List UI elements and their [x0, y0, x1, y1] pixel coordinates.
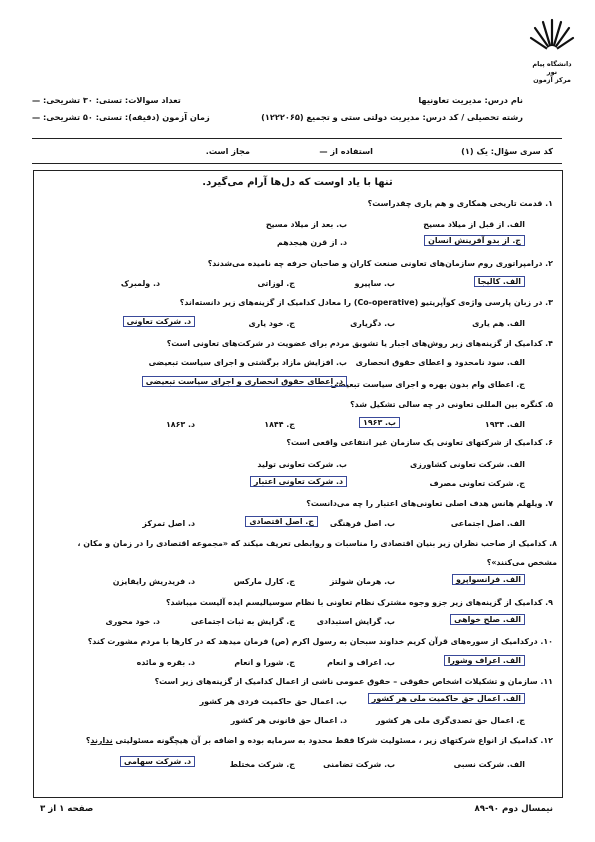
q5-option-b[interactable]: ب. ۱۹۶۳: [359, 417, 400, 428]
question-6: ۶. کدامیک از شرکتهای تعاونی یک سازمان غیر انتفاعی واقعی است؟: [286, 438, 553, 447]
q2-option-b[interactable]: ب. ساپیرو: [354, 279, 395, 288]
q6-option-c[interactable]: ج. شرکت تعاونی مصرف: [429, 479, 525, 488]
q2-option-d[interactable]: د. ولمبرک: [120, 279, 160, 288]
question-7: ۷. ویلهلم هانس هدف اصلی تعاونی‌های اعتبار را چه می‌دانست؟: [306, 499, 553, 508]
question-12-underlined: ندارند: [90, 736, 113, 745]
question-10: ۱۰. درکدامیک از سوره‌های قرآن کریم خداوند سبحان به رسول اکرم (ص) فرمان میدهد که در کارها با مردم مشورت کند؟: [87, 637, 553, 646]
q6-option-a[interactable]: الف. شرکت تعاونی کشاورزی: [410, 460, 525, 469]
q11-option-b[interactable]: ب. اعمال حق حاکمیت فردی هر کشور: [199, 697, 347, 706]
question-8-cont: مشخص می‌کنند»؟: [486, 558, 557, 567]
q8-option-a[interactable]: الف. فرانسواپرو: [452, 574, 525, 585]
q10-option-b[interactable]: ب. اعراف و انعام: [327, 658, 395, 667]
q7-option-a[interactable]: الف. اصل اجتماعی: [450, 519, 525, 528]
q4-option-c[interactable]: ج. اعطای وام بدون بهره و اجرای سیاست تبعیضی: [330, 380, 525, 389]
q9-option-c[interactable]: ج. گرایش به ثبات اجتماعی: [190, 617, 295, 626]
question-count: تعداد سوالات: تستی: ۳۰ تشریحی: —: [32, 95, 181, 105]
q5-option-d[interactable]: د. ۱۸۶۳: [165, 420, 195, 429]
q3-option-d[interactable]: د. شرکت تعاونی: [123, 316, 195, 327]
q12-option-b[interactable]: ب. شرکت تضامنی: [323, 760, 395, 769]
q1-option-c[interactable]: ج. از بدو آفرینش انسان: [424, 235, 525, 246]
q11-option-d[interactable]: د. اعمال حق قانونی هر کشور: [230, 716, 347, 725]
q10-option-d[interactable]: د. بقره و مائده: [136, 658, 195, 667]
q3-option-c[interactable]: ج. خود یاری: [248, 319, 295, 328]
q1-option-b[interactable]: ب. بعد از میلاد مسیح: [265, 220, 347, 229]
question-series: کد سری سؤال: یک (۱): [461, 146, 553, 156]
q5-option-a[interactable]: الف. ۱۹۳۴: [484, 420, 525, 429]
q10-option-a[interactable]: الف. اعراف وشورا: [444, 655, 525, 666]
field-course-code: رشته تحصیلی / کد درس: مدیریت دولتی ستی و تجمیع (۱۲۲۲۰۶۵): [261, 112, 523, 122]
question-5: ۵. کنگره بین المللی تعاونی در چه سالی تشکیل شد؟: [350, 400, 553, 409]
q12-option-d[interactable]: د. شرکت سهامی: [120, 756, 195, 767]
q7-option-c[interactable]: ج. اصل اقتصادی: [245, 516, 318, 527]
q6-option-b[interactable]: ب. شرکت تعاونی تولید: [257, 460, 347, 469]
question-1: ۱. قدمت تاریخی همکاری و هم یاری چقدراست؟: [367, 199, 553, 208]
header-divider-bottom: [32, 163, 562, 164]
page-number: صفحه ۱ از ۳: [40, 804, 94, 814]
exam-time: زمان آزمون (دقیقه): تستی: ۵۰ تشریحی: —: [32, 112, 210, 122]
q1-option-a[interactable]: الف. از قبل از میلاد مسیح: [423, 220, 525, 229]
q7-option-b[interactable]: ب. اصل فرهنگی: [329, 519, 395, 528]
question-3: ۳. در زبان پارسی واژه‌ی کوآپریتیو (Co-operative) را معادل کدامیک از گزینه‌های زیر دانسته‌اند؟: [179, 298, 553, 307]
q11-option-c[interactable]: ج. اعمال حق تصدی‌گری ملی هر کشور: [376, 716, 525, 725]
q7-option-d[interactable]: د. اصل تمرکز: [142, 519, 195, 528]
question-12-text: ۱۲. کدامیک از انواع شرکتهای زیر ، مسئولیت شرکا فقط محدود به سرمایه بوده و اضافه بر آن هیچگونه مسئولیتی: [112, 736, 553, 745]
question-11: ۱۱. سازمان و تشکیلات اشخاص حقوقی – حقوق عمومی ناشی از اعمال کدامیک از گزینه‌های زیر است؟: [154, 677, 553, 686]
q5-option-c[interactable]: ج. ۱۸۴۴: [264, 420, 295, 429]
q6-option-d[interactable]: د. شرکت تعاونی اعتبار: [250, 476, 347, 487]
q9-option-d[interactable]: د. خود محوری: [105, 617, 160, 626]
q2-option-a[interactable]: الف. کالیجا: [474, 276, 525, 287]
q3-option-b[interactable]: ب. دگریاری: [350, 319, 395, 328]
question-12-end: ؟: [85, 736, 91, 745]
q10-option-c[interactable]: ج. شورا و انعام: [234, 658, 295, 667]
q11-option-a[interactable]: الف. اعمال حق حاکمیت ملی هر کشور: [368, 693, 525, 704]
allowed-note: مجاز است.: [205, 146, 250, 156]
q1-option-d[interactable]: د. از قرن هیجدهم: [277, 238, 347, 247]
q12-option-a[interactable]: الف. شرکت نسبی: [453, 760, 525, 769]
question-2: ۲. درامپراتوری روم سازمان‌های تعاونی صنعت کاران و صاحبان حرفه چه نامیده می‌شدند؟: [207, 259, 553, 268]
logo-text-1: دانشگاه پیام نور: [532, 60, 572, 76]
q8-option-c[interactable]: ج. کارل مارکس: [233, 577, 295, 586]
logo-emblem-icon: [529, 14, 575, 56]
q9-option-b[interactable]: ب. گرایش استبدادی: [316, 617, 395, 626]
question-12: [86, 736, 553, 745]
question-4: ۴. کدامیک از گزینه‌های زیر روش‌های اجبار یا تشویق مردم برای عضویت در شرکت‌های تعاونی است؟: [166, 339, 553, 348]
q12-option-c[interactable]: ج. شرکت مختلط: [229, 760, 295, 769]
q4-option-b[interactable]: ب. افزایش مازاد برگشتی و اجرای سیاست تبعیضی: [148, 358, 347, 367]
motto: تنها با یاد اوست که دل‌ها آرام می‌گیرد.: [202, 177, 393, 188]
logo-text-2: مرکز آزمون: [533, 76, 571, 84]
q3-option-a[interactable]: الف. هم یاری: [472, 319, 525, 328]
course-name: نام درس: مدیریت تعاونیها: [418, 95, 523, 105]
university-logo: [529, 14, 575, 84]
question-8: ۸. کدامیک از صاحب نظران زیر بنیان اقتصادی را مناسبات و روابطی تعریف میکند که «مجموعه اقتصادی را در زمان و مکان ،: [77, 539, 557, 548]
header-divider-top: [32, 138, 562, 139]
semester-label: نیمسال دوم ۹۰-۸۹: [474, 804, 553, 814]
question-9: ۹. کدامیک از گزینه‌های زیر جزو وجوه مشترک نظام تعاونی با نظام سوسیالیسم ایده آلیست میباشد؟: [165, 598, 553, 607]
usage-note: استفاده از —: [319, 146, 373, 156]
q9-option-a[interactable]: الف. صلح خواهی: [450, 614, 525, 625]
q4-option-a[interactable]: الف. سود نامحدود و اعطای حقوق انحصاری: [355, 358, 525, 367]
q8-option-d[interactable]: د. فریدریش رایفایزن: [112, 577, 195, 586]
q8-option-b[interactable]: ب. هرمان شولتز: [329, 577, 395, 586]
q2-option-c[interactable]: ج. لوزاتی: [257, 279, 295, 288]
q4-option-d[interactable]: د. اعطای حقوق انحصاری و اجرای سیاست تبعیضی: [142, 376, 347, 387]
